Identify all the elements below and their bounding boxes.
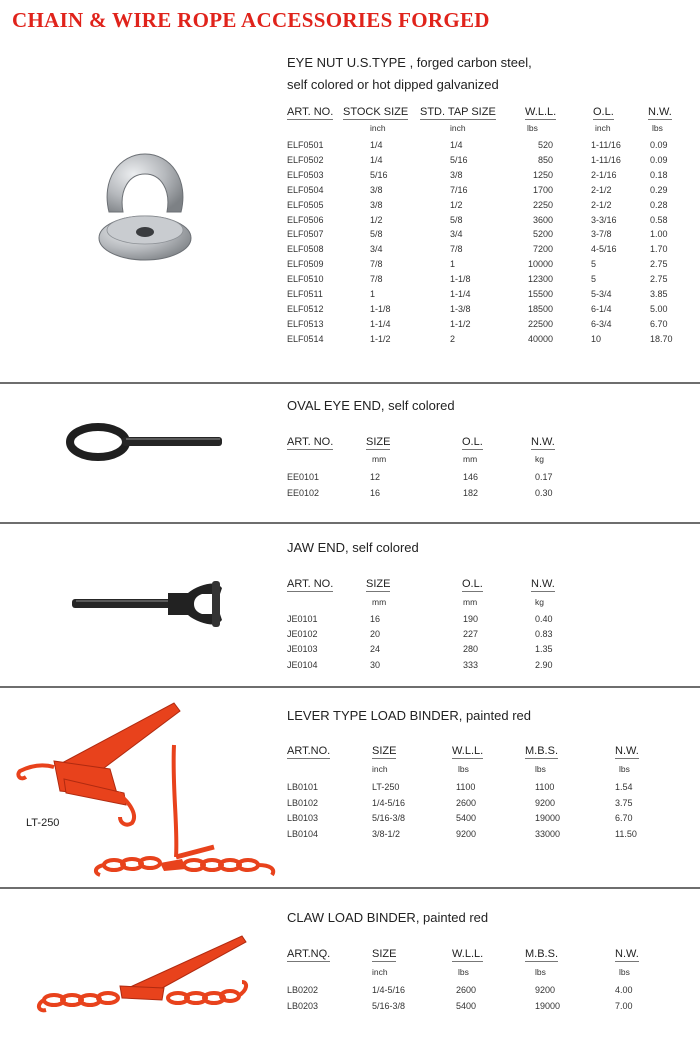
- table-cell: 3600: [532, 214, 553, 225]
- table-cell: ELF0503: [287, 169, 324, 180]
- table-cell: 1.35: [535, 644, 553, 655]
- table-cell: 30: [370, 659, 381, 670]
- table-cell: 12300: [527, 274, 553, 285]
- column-header: ART.NQ.: [287, 948, 331, 960]
- table-cell: EE0101: [287, 472, 320, 482]
- table-cell: 2.75: [650, 259, 668, 270]
- claw-binder-name: CLAW LOAD BINDER: [287, 910, 416, 925]
- claw-binder-title: [287, 910, 488, 925]
- lever-binder-title: [287, 708, 531, 723]
- table-cell: 5400: [456, 813, 477, 823]
- table-cell: 12: [370, 472, 381, 482]
- table-cell: 7.00: [615, 1000, 633, 1011]
- table-cell: 0.29: [650, 184, 668, 195]
- table-cell: 2.75: [650, 274, 668, 285]
- column-header: W.L.L.: [452, 948, 484, 960]
- jaw-end-desc: , self colored: [345, 540, 419, 555]
- table-cell: JE0103: [287, 644, 318, 655]
- unit-label: mm: [372, 454, 387, 464]
- column-header: ART. NO.: [287, 106, 334, 118]
- table-cell: 1.70: [650, 244, 668, 255]
- table-cell: 280: [463, 644, 479, 655]
- table-cell: 5.00: [650, 303, 668, 314]
- unit-label: kg: [535, 454, 544, 464]
- column-header: N.W.: [615, 948, 639, 960]
- table-cell: 1100: [456, 782, 476, 792]
- table-cell: 16: [370, 487, 381, 498]
- unit-label: inch: [595, 123, 611, 133]
- column-header: N.W.: [615, 745, 639, 757]
- table-cell: 1: [370, 289, 376, 299]
- oval-eye-end-title: [287, 398, 455, 413]
- claw-binder-desc: , painted red: [415, 910, 489, 925]
- table-cell: ELF0509: [287, 259, 324, 270]
- table-cell: 33000: [535, 828, 561, 839]
- table-cell: 2.90: [535, 659, 553, 670]
- table-cell: 3/4: [450, 229, 463, 240]
- unit-label: lbs: [458, 764, 469, 774]
- table-cell: 5200: [532, 229, 553, 240]
- table-cell: 0.09: [650, 154, 668, 165]
- table-cell: 5/8: [370, 229, 383, 240]
- table-cell: 3-7/8: [591, 229, 612, 240]
- column-header: M.B.S.: [525, 745, 559, 757]
- table-cell: 10: [591, 333, 602, 344]
- table-cell: ELF0508: [287, 244, 324, 255]
- table-cell: ELF0511: [287, 289, 323, 299]
- unit-label: lbs: [535, 764, 546, 774]
- table-cell: ELF0510: [287, 274, 324, 285]
- table-cell: LB0102: [287, 797, 319, 808]
- table-cell: 7200: [532, 244, 553, 255]
- table-cell: 5: [591, 259, 597, 270]
- table-cell: ELF0513: [287, 318, 324, 329]
- table-cell: 1-1/8: [370, 303, 391, 314]
- table-cell: 22500: [527, 318, 553, 329]
- table-cell: 1700: [532, 184, 553, 195]
- table-cell: 11.50: [615, 828, 637, 839]
- table-cell: 5/16-3/8: [372, 1000, 406, 1011]
- jaw-end-image: [70, 578, 230, 632]
- lever-binder-name: LEVER TYPE LOAD BINDER: [287, 708, 459, 723]
- lever-binder-image: [14, 697, 284, 882]
- jaw-end-title: [287, 540, 419, 555]
- table-cell: 1/4: [370, 154, 383, 165]
- divider: [0, 887, 700, 889]
- table-cell: 1-1/2: [370, 333, 391, 344]
- table-cell: 3.75: [615, 797, 633, 808]
- table-cell: 5: [591, 274, 597, 285]
- table-cell: 40000: [527, 333, 553, 344]
- table-cell: 7/8: [370, 259, 383, 270]
- table-cell: 18500: [527, 303, 553, 314]
- table-cell: 20: [370, 629, 381, 640]
- table-cell: 18.70: [650, 333, 673, 344]
- table-cell: 6.70: [650, 318, 668, 329]
- unit-label: mm: [463, 597, 478, 607]
- eye-nut-subtitle: self colored or hot dipped galvanized: [287, 77, 499, 92]
- table-cell: 1250: [532, 169, 553, 180]
- table-cell: 1/4: [450, 140, 463, 150]
- table-cell: 0.58: [650, 214, 668, 225]
- table-cell: 3.85: [650, 289, 668, 299]
- table-cell: 9200: [456, 828, 477, 839]
- table-cell: 1/2: [450, 199, 463, 210]
- table-cell: ELF0514: [287, 333, 324, 344]
- table-cell: ELF0512: [287, 303, 324, 314]
- table-cell: 2: [450, 333, 456, 344]
- claw-binder-image: [36, 930, 251, 1025]
- table-cell: JE0102: [287, 629, 318, 640]
- table-cell: 182: [463, 487, 479, 498]
- table-cell: 3/8-1/2: [372, 828, 401, 839]
- table-cell: 3/8: [370, 199, 383, 210]
- unit-label: kg: [535, 597, 544, 607]
- column-header: O.L.: [462, 436, 483, 448]
- column-header: O.L.: [462, 578, 483, 590]
- table-cell: 0.40: [535, 614, 553, 624]
- table-cell: 6.70: [615, 813, 633, 823]
- table-cell: 0.17: [535, 472, 553, 482]
- table-cell: ELF0505: [287, 199, 324, 210]
- table-cell: 850: [537, 154, 553, 165]
- table-cell: 7/16: [450, 184, 468, 195]
- column-header: O.L.: [593, 106, 614, 118]
- table-cell: 5/8: [450, 214, 463, 225]
- column-header: ART. NO.: [287, 578, 334, 590]
- jaw-end-name: JAW END: [287, 540, 346, 555]
- table-cell: 5/16: [370, 169, 388, 180]
- table-cell: 6-1/4: [591, 303, 612, 314]
- table-cell: 1/4: [370, 140, 383, 150]
- table-cell: 19000: [535, 1000, 561, 1011]
- unit-label: lbs: [619, 967, 630, 977]
- table-cell: 4-5/16: [591, 244, 617, 255]
- table-cell: 1-11/16: [591, 140, 621, 150]
- column-header: ART. NO.: [287, 436, 334, 448]
- table-cell: 0.28: [650, 199, 668, 210]
- unit-label: lbs: [652, 123, 663, 133]
- table-cell: 333: [463, 659, 479, 670]
- eye-nut-image: [95, 150, 195, 268]
- table-cell: 1-1/8: [450, 274, 471, 285]
- divider: [0, 686, 700, 688]
- column-header: W.L.L.: [525, 106, 557, 118]
- column-header: STD. TAP SIZE: [420, 106, 496, 118]
- lt250-label: LT-250: [26, 817, 60, 829]
- column-header: ART.NO.: [287, 745, 331, 757]
- table-cell: 3/8: [370, 184, 383, 195]
- column-header: SIZE: [366, 578, 391, 590]
- table-cell: 520: [537, 140, 553, 150]
- table-cell: 227: [463, 629, 479, 640]
- unit-label: lbs: [458, 967, 469, 977]
- table-cell: 7/8: [450, 244, 463, 255]
- table-cell: 5-3/4: [591, 289, 612, 299]
- unit-label: mm: [372, 597, 387, 607]
- table-cell: 3/8: [450, 169, 463, 180]
- table-cell: 4.00: [615, 985, 633, 995]
- table-cell: 0.18: [650, 169, 668, 180]
- column-header: M.B.S.: [525, 948, 559, 960]
- table-cell: 2-1/2: [591, 199, 612, 210]
- unit-label: lbs: [535, 967, 546, 977]
- table-cell: 1100: [535, 782, 555, 792]
- table-cell: 146: [463, 472, 479, 482]
- divider: [0, 382, 700, 384]
- unit-label: lbs: [527, 123, 538, 133]
- table-cell: 1.00: [650, 229, 668, 240]
- eye-nut-desc: , forged carbon steel,: [405, 55, 532, 70]
- unit-label: mm: [463, 454, 478, 464]
- eye-nut-name: EYE NUT U.S.TYPE: [287, 55, 406, 70]
- table-cell: 1/4-5/16: [372, 797, 406, 808]
- table-cell: ELF0507: [287, 229, 324, 240]
- unit-label: lbs: [619, 764, 630, 774]
- unit-label: inch: [372, 764, 388, 774]
- page-title: CHAIN & WIRE ROPE ACCESSORIES FORGED: [12, 8, 490, 32]
- divider: [0, 522, 700, 524]
- oval-eye-end-image: [66, 422, 226, 466]
- column-header: N.W.: [531, 578, 555, 590]
- table-cell: 6-3/4: [591, 318, 612, 329]
- table-cell: 190: [463, 614, 479, 624]
- table-cell: LT-250: [372, 782, 400, 792]
- table-cell: 1.54: [615, 782, 633, 792]
- column-header: STOCK SIZE: [343, 106, 409, 118]
- column-header: W.L.L.: [452, 745, 484, 757]
- table-cell: 1-1/4: [370, 318, 391, 329]
- table-cell: 1/2: [370, 214, 383, 225]
- table-cell: 1-3/8: [450, 303, 471, 314]
- table-cell: 9200: [535, 797, 556, 808]
- table-cell: LB0203: [287, 1000, 319, 1011]
- table-cell: 7/8: [370, 274, 383, 285]
- table-cell: ELF0501: [287, 140, 324, 150]
- table-cell: LB0104: [287, 828, 319, 839]
- table-cell: ELF0506: [287, 214, 324, 225]
- lever-binder-desc: , painted red: [458, 708, 531, 723]
- table-cell: 5/16: [450, 154, 468, 165]
- column-header: SIZE: [366, 436, 391, 448]
- table-cell: 24: [370, 644, 381, 655]
- unit-label: inch: [370, 123, 386, 133]
- unit-label: inch: [450, 123, 466, 133]
- oval-eye-end-name: OVAL EYE END: [287, 398, 381, 413]
- table-cell: ELF0504: [287, 184, 324, 195]
- table-cell: 1: [450, 259, 456, 270]
- table-cell: 2600: [456, 797, 477, 808]
- table-cell: 15500: [527, 289, 553, 299]
- table-cell: LB0101: [287, 782, 319, 792]
- table-cell: 5400: [456, 1000, 477, 1011]
- table-cell: JE0104: [287, 659, 318, 670]
- table-cell: 1-1/4: [450, 289, 471, 299]
- table-cell: EE0102: [287, 487, 320, 498]
- column-header: SIZE: [372, 948, 397, 960]
- table-cell: 2600: [456, 985, 477, 995]
- column-header: N.W.: [531, 436, 555, 448]
- table-cell: LB0103: [287, 813, 319, 823]
- table-cell: JE0101: [287, 614, 318, 624]
- table-cell: 0.83: [535, 629, 553, 640]
- column-header: SIZE: [372, 745, 397, 757]
- table-cell: 2250: [532, 199, 553, 210]
- table-cell: 3-3/16: [591, 214, 617, 225]
- table-cell: ELF0502: [287, 154, 324, 165]
- table-cell: 9200: [535, 985, 556, 995]
- table-cell: 10000: [527, 259, 553, 270]
- unit-label: inch: [372, 967, 388, 977]
- table-cell: 16: [370, 614, 381, 624]
- table-cell: 2-1/2: [591, 184, 612, 195]
- oval-eye-end-desc: , self colored: [380, 398, 455, 413]
- table-cell: 3/4: [370, 244, 383, 255]
- table-cell: 1-11/16: [591, 154, 621, 165]
- table-cell: 19000: [535, 813, 561, 823]
- table-cell: LB0202: [287, 985, 319, 995]
- table-cell: 0.30: [535, 487, 553, 498]
- table-cell: 5/16-3/8: [372, 813, 406, 823]
- table-cell: 2-1/16: [591, 169, 617, 180]
- table-cell: 1/4-5/16: [372, 985, 406, 995]
- column-header: N.W.: [648, 106, 672, 118]
- eye-nut-title: [287, 55, 532, 70]
- table-cell: 1-1/2: [450, 318, 471, 329]
- table-cell: 0.09: [650, 140, 668, 150]
